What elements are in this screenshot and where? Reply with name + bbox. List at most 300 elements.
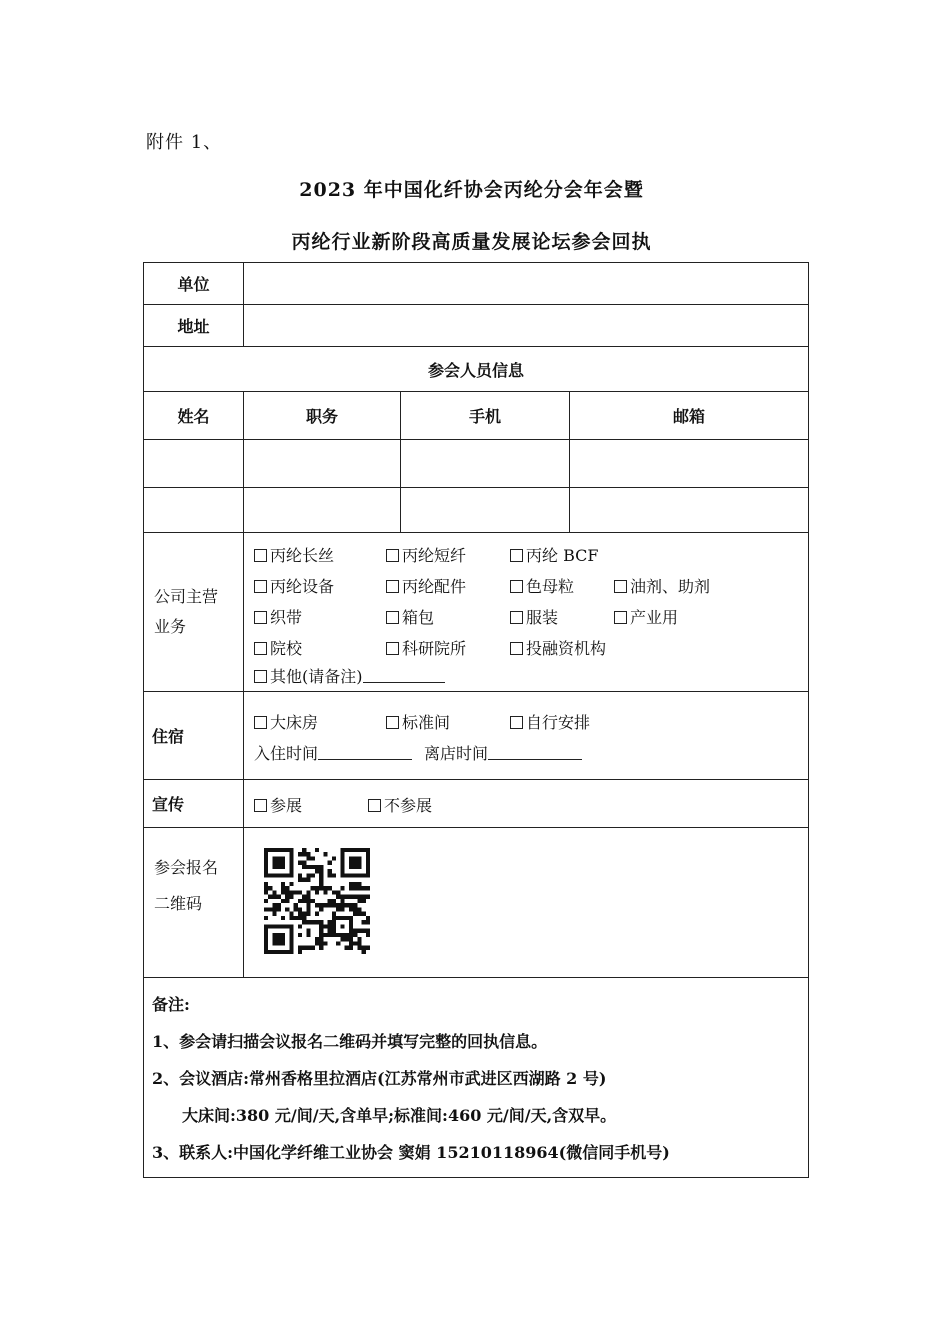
qr-module xyxy=(319,878,323,882)
qr-module xyxy=(345,903,349,907)
name-cell[interactable] xyxy=(144,440,244,488)
qr-module xyxy=(340,856,344,860)
qr-module xyxy=(289,912,293,916)
qr-module xyxy=(277,861,281,865)
name-cell[interactable] xyxy=(144,488,244,533)
qr-module xyxy=(272,848,276,852)
qr-module xyxy=(357,907,361,911)
notes xyxy=(144,978,809,1178)
qr-module xyxy=(272,865,276,869)
qr-module xyxy=(340,933,344,937)
qr-module xyxy=(298,950,302,954)
qr-module xyxy=(306,878,310,882)
qr-module xyxy=(302,920,306,924)
qr-module xyxy=(328,873,332,877)
qr-module xyxy=(315,869,319,873)
qr-module xyxy=(306,903,310,907)
checkin-input[interactable] xyxy=(318,745,412,760)
qr-module xyxy=(332,924,336,928)
qr-module xyxy=(264,869,268,873)
qr-module xyxy=(345,946,349,950)
qr-module xyxy=(353,907,357,911)
column-header-position: 职务 xyxy=(244,392,401,440)
qr-module xyxy=(319,946,323,950)
qr-module xyxy=(302,878,306,882)
qr-module xyxy=(340,865,344,869)
qr-module xyxy=(319,941,323,945)
qr-module xyxy=(345,873,349,877)
qr-module xyxy=(306,873,310,877)
qr-module xyxy=(277,933,281,937)
qr-module xyxy=(328,861,332,865)
qr-module xyxy=(332,920,336,924)
qr-module xyxy=(357,873,361,877)
qr-module xyxy=(353,912,357,916)
qr-module xyxy=(302,865,306,869)
qr-module xyxy=(264,852,268,856)
qr-module xyxy=(323,941,327,945)
qr-module xyxy=(285,873,289,877)
qr-module xyxy=(345,937,349,941)
notes-title: 备注: xyxy=(152,995,190,1014)
qr-module xyxy=(315,848,319,852)
qr-module xyxy=(362,920,366,924)
qr-module xyxy=(328,933,332,937)
qr-module xyxy=(332,873,336,877)
qr-module xyxy=(289,929,293,933)
qr-module xyxy=(345,933,349,937)
lodging-label: 住宿 xyxy=(144,692,244,780)
qr-module xyxy=(357,912,361,916)
qr-module xyxy=(289,869,293,873)
qr-module xyxy=(277,865,281,869)
qr-module xyxy=(264,882,268,886)
qr-module xyxy=(328,929,332,933)
checkbox-king-room[interactable]: 大床房 xyxy=(254,710,386,733)
qr-module xyxy=(268,907,272,911)
qr-module xyxy=(272,924,276,928)
qr-module xyxy=(272,861,276,865)
qr-module xyxy=(264,916,268,920)
column-header-name: 姓名 xyxy=(144,392,244,440)
qr-module xyxy=(285,899,289,903)
qr-module xyxy=(319,865,323,869)
qr-module xyxy=(349,882,353,886)
checkbox-icon xyxy=(386,611,399,624)
qr-module xyxy=(336,907,340,911)
qr-module xyxy=(349,937,353,941)
qr-module xyxy=(362,886,366,890)
qr-module xyxy=(357,861,361,865)
qr-module xyxy=(366,933,370,937)
qr-module xyxy=(281,856,285,860)
qr-module xyxy=(272,890,276,894)
qr-module xyxy=(294,907,298,911)
qr-module xyxy=(362,895,366,899)
qr-module xyxy=(277,848,281,852)
qr-module xyxy=(366,916,370,920)
qr-module xyxy=(336,903,340,907)
checkbox-standard-room[interactable]: 标准间 xyxy=(386,710,510,733)
mobile-cell[interactable] xyxy=(401,488,570,533)
qr-module xyxy=(264,861,268,865)
checkbox-icon xyxy=(386,549,399,562)
qr-module xyxy=(277,950,281,954)
checkbox-masterbatch[interactable]: 色母粒 xyxy=(510,574,614,597)
qr-module xyxy=(289,852,293,856)
qr-module xyxy=(323,903,327,907)
qr-module xyxy=(277,907,281,911)
position-cell[interactable] xyxy=(244,440,401,488)
qr-module xyxy=(349,886,353,890)
qr-module xyxy=(357,882,361,886)
checkbox-icon xyxy=(510,642,523,655)
checkbox-exhibit[interactable]: 参展 xyxy=(254,793,368,816)
unit-field[interactable] xyxy=(244,263,809,305)
qr-module xyxy=(353,848,357,852)
checkbox-pp-bcf[interactable]: 丙纶 BCF xyxy=(510,543,599,566)
checkbox-icon xyxy=(510,580,523,593)
qr-module xyxy=(298,933,302,937)
qr-module xyxy=(306,920,310,924)
qr-module xyxy=(298,861,302,865)
qr-module xyxy=(289,941,293,945)
qr-module xyxy=(340,848,344,852)
qr-module xyxy=(345,895,349,899)
qr-module xyxy=(357,946,361,950)
qr-module xyxy=(349,929,353,933)
qr-module xyxy=(366,920,370,924)
qr-module xyxy=(366,861,370,865)
checkbox-icon xyxy=(368,799,381,812)
qr-module xyxy=(277,873,281,877)
qr-module xyxy=(281,861,285,865)
qr-module xyxy=(289,890,293,894)
qr-module xyxy=(268,924,272,928)
qr-label xyxy=(144,828,244,978)
qr-module xyxy=(311,946,315,950)
qr-module xyxy=(302,916,306,920)
qr-module xyxy=(277,856,281,860)
qr-module xyxy=(264,907,268,911)
qr-module xyxy=(336,933,340,937)
qr-module xyxy=(311,920,315,924)
qr-module xyxy=(302,899,306,903)
qr-module xyxy=(357,865,361,869)
qr-module xyxy=(349,941,353,945)
qr-module xyxy=(366,895,370,899)
qr-module xyxy=(264,933,268,937)
qr-module xyxy=(315,941,319,945)
qr-module xyxy=(272,856,276,860)
qr-module xyxy=(306,946,310,950)
qr-module xyxy=(357,848,361,852)
qr-module xyxy=(272,941,276,945)
checkout-input[interactable] xyxy=(488,745,582,760)
qr-module xyxy=(366,852,370,856)
checkout-label: 离店时间 xyxy=(424,743,489,763)
checkbox-research[interactable]: 科研院所 xyxy=(386,636,510,659)
qr-module xyxy=(353,929,357,933)
qr-module xyxy=(328,920,332,924)
qr-module xyxy=(340,937,344,941)
qr-module xyxy=(336,941,340,945)
qr-module xyxy=(298,907,302,911)
qr-module xyxy=(272,933,276,937)
qr-module xyxy=(366,873,370,877)
qr-module xyxy=(272,912,276,916)
qr-module xyxy=(281,873,285,877)
qr-module xyxy=(306,929,310,933)
qr-module xyxy=(277,924,281,928)
qr-module xyxy=(281,848,285,852)
qr-module xyxy=(298,946,302,950)
address-field[interactable] xyxy=(244,305,809,347)
qr-module xyxy=(349,865,353,869)
qr-module xyxy=(345,916,349,920)
qr-module xyxy=(340,873,344,877)
qr-module xyxy=(328,886,332,890)
qr-module xyxy=(362,873,366,877)
qr-module xyxy=(319,929,323,933)
page-subtitle: 丙纶行业新阶段高质量发展论坛参会回执 xyxy=(291,231,652,253)
notes-line-1: 1、参会请扫描会议报名二维码并填写完整的回执信息。 xyxy=(152,1032,548,1051)
qr-module xyxy=(332,890,336,894)
qr-module xyxy=(366,929,370,933)
checkbox-pp-equipment[interactable]: 丙纶设备 xyxy=(254,574,386,597)
registration-form xyxy=(143,262,809,1178)
checkbox-icon xyxy=(510,611,523,624)
qr-module xyxy=(366,886,370,890)
qr-module xyxy=(272,873,276,877)
qr-module xyxy=(302,852,306,856)
checkbox-pp-filament[interactable]: 丙纶长丝 xyxy=(254,543,386,566)
checkbox-icon xyxy=(386,642,399,655)
qr-module xyxy=(264,890,268,894)
checkbox-university[interactable]: 院校 xyxy=(254,636,386,659)
qr-module xyxy=(272,937,276,941)
qr-module xyxy=(302,895,306,899)
qr-module xyxy=(328,869,332,873)
checkbox-oil-agent[interactable]: 油剂、助剂 xyxy=(614,574,710,597)
qr-module xyxy=(315,890,319,894)
qr-label-line2: 二维码 xyxy=(154,894,203,913)
qr-module xyxy=(349,920,353,924)
qr-module xyxy=(349,903,353,907)
checkbox-bags[interactable]: 箱包 xyxy=(386,605,510,628)
qr-module xyxy=(302,848,306,852)
qr-module xyxy=(281,950,285,954)
qr-module xyxy=(285,886,289,890)
qr-module xyxy=(281,886,285,890)
qr-module xyxy=(277,937,281,941)
qr-module xyxy=(264,873,268,877)
qr-module xyxy=(298,878,302,882)
qr-module xyxy=(264,950,268,954)
qr-module xyxy=(366,946,370,950)
qr-module xyxy=(340,907,344,911)
qr-module xyxy=(340,924,344,928)
business-label xyxy=(144,533,244,692)
qr-module xyxy=(336,895,340,899)
checkbox-icon xyxy=(510,549,523,562)
checkbox-other[interactable]: 其他(请备注) xyxy=(254,664,363,687)
checkbox-self-arranged[interactable]: 自行安排 xyxy=(510,710,590,733)
qr-module xyxy=(362,912,366,916)
qr-module xyxy=(289,882,293,886)
qr-module xyxy=(340,886,344,890)
qr-module xyxy=(294,903,298,907)
qr-module xyxy=(319,920,323,924)
qr-module xyxy=(281,933,285,937)
checkbox-icon xyxy=(386,580,399,593)
qr-module xyxy=(366,848,370,852)
qr-module xyxy=(285,950,289,954)
qr-module xyxy=(306,852,310,856)
qr-module xyxy=(353,941,357,945)
qr-module xyxy=(289,950,293,954)
qr-module xyxy=(319,882,323,886)
qr-module xyxy=(306,933,310,937)
business-label-line1: 公司主营 xyxy=(154,587,219,606)
qr-module xyxy=(289,924,293,928)
qr-module xyxy=(349,916,353,920)
qr-module xyxy=(264,937,268,941)
qr-cell xyxy=(244,828,809,978)
promo-label: 宣传 xyxy=(144,780,244,828)
qr-module xyxy=(353,873,357,877)
checkbox-icon xyxy=(614,580,627,593)
qr-module xyxy=(306,912,310,916)
qr-module xyxy=(306,865,310,869)
qr-code-icon[interactable] xyxy=(264,848,370,954)
attendee-row xyxy=(144,440,809,488)
qr-module xyxy=(323,852,327,856)
qr-module xyxy=(315,912,319,916)
qr-module xyxy=(311,865,315,869)
qr-module xyxy=(272,895,276,899)
qr-module xyxy=(328,903,332,907)
qr-module xyxy=(272,950,276,954)
attendee-row xyxy=(144,488,809,533)
qr-module xyxy=(353,865,357,869)
qr-module xyxy=(289,946,293,950)
checkbox-apparel[interactable]: 服装 xyxy=(510,605,614,628)
checkbox-investment[interactable]: 投融资机构 xyxy=(510,636,606,659)
qr-module xyxy=(340,895,344,899)
checkbox-pp-parts[interactable]: 丙纶配件 xyxy=(386,574,510,597)
checkbox-icon xyxy=(386,716,399,729)
qr-module xyxy=(332,899,336,903)
qr-module xyxy=(298,899,302,903)
checkbox-pp-staple[interactable]: 丙纶短纤 xyxy=(386,543,510,566)
qr-module xyxy=(285,907,289,911)
position-cell[interactable] xyxy=(244,488,401,533)
qr-module xyxy=(319,873,323,877)
checkbox-webbing[interactable]: 织带 xyxy=(254,605,386,628)
qr-module xyxy=(281,941,285,945)
qr-module xyxy=(319,933,323,937)
qr-module xyxy=(285,924,289,928)
qr-module xyxy=(289,933,293,937)
qr-module xyxy=(264,886,268,890)
qr-module xyxy=(353,933,357,937)
qr-module xyxy=(289,916,293,920)
qr-module xyxy=(353,895,357,899)
qr-module xyxy=(264,899,268,903)
qr-module xyxy=(353,886,357,890)
qr-module xyxy=(323,886,327,890)
qr-label-line1: 参会报名 xyxy=(154,858,219,877)
qr-module xyxy=(340,899,344,903)
qr-module xyxy=(357,937,361,941)
checkbox-icon xyxy=(254,642,267,655)
page-title: 2023 年中国化纤协会丙纶分会年会暨 xyxy=(299,179,644,201)
qr-module xyxy=(306,907,310,911)
checkin-label: 入住时间 xyxy=(254,743,319,763)
qr-module xyxy=(349,856,353,860)
checkbox-icon xyxy=(254,580,267,593)
qr-module xyxy=(366,869,370,873)
checkbox-icon xyxy=(510,716,523,729)
qr-module xyxy=(353,882,357,886)
other-input[interactable] xyxy=(363,668,445,683)
qr-module xyxy=(357,899,361,903)
qr-module xyxy=(285,890,289,894)
qr-module xyxy=(319,907,323,911)
qr-module xyxy=(311,899,315,903)
qr-module xyxy=(349,848,353,852)
qr-module xyxy=(362,929,366,933)
qr-module xyxy=(315,865,319,869)
qr-module xyxy=(289,861,293,865)
business-label-line2: 业务 xyxy=(154,617,187,636)
email-cell[interactable] xyxy=(570,488,809,533)
annex-label: 附件 1、 xyxy=(146,132,223,153)
qr-module xyxy=(362,848,366,852)
qr-module xyxy=(264,865,268,869)
qr-module xyxy=(298,852,302,856)
notes-line-4: 3、联系人:中国化学纤维工业协会 窦娟 15210118964(微信同手机号) xyxy=(152,1143,670,1162)
qr-module xyxy=(349,907,353,911)
qr-module xyxy=(306,895,310,899)
qr-module xyxy=(323,890,327,894)
qr-module xyxy=(281,890,285,894)
qr-module xyxy=(281,924,285,928)
qr-module xyxy=(357,856,361,860)
qr-module xyxy=(319,903,323,907)
qr-module xyxy=(319,937,323,941)
qr-module xyxy=(298,890,302,894)
checkbox-industrial[interactable]: 产业用 xyxy=(614,605,678,628)
checkbox-icon xyxy=(254,799,267,812)
qr-module xyxy=(362,946,366,950)
qr-module xyxy=(349,861,353,865)
qr-module xyxy=(306,899,310,903)
qr-module xyxy=(289,937,293,941)
qr-module xyxy=(281,937,285,941)
mobile-cell[interactable] xyxy=(401,440,570,488)
qr-module xyxy=(349,933,353,937)
qr-module xyxy=(272,907,276,911)
email-cell[interactable] xyxy=(570,440,809,488)
qr-module xyxy=(336,890,340,894)
attendee-section-header: 参会人员信息 xyxy=(144,347,809,392)
checkbox-no-exhibit[interactable]: 不参展 xyxy=(368,793,432,816)
address-label: 地址 xyxy=(144,305,244,347)
qr-module xyxy=(285,895,289,899)
qr-module xyxy=(328,899,332,903)
